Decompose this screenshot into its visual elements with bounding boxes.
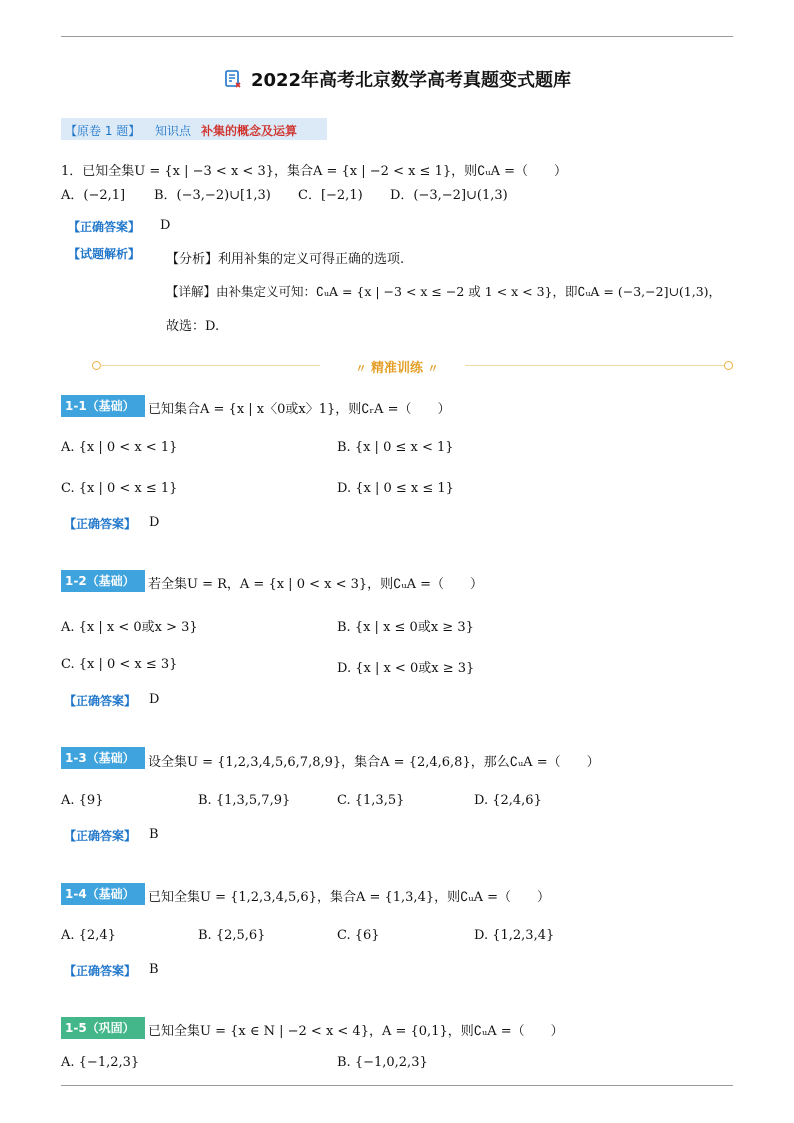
original-option-c: C．[−2,1) [298,188,363,203]
question-text: 若全集U = R，A = {x | 0 < x < 3}，则∁ᵤA =（ ） [148,577,484,592]
section-divider-right [465,365,725,366]
option-b: B. {−1,0,2,3} [337,1055,428,1070]
answer-label: 【正确答案】 [64,829,137,843]
option-c: C. {x | 0 < x ≤ 1} [61,481,178,496]
answer-label: 【正确答案】 [64,694,137,708]
option-a: A. {9} [61,793,104,808]
top-rule [61,36,733,37]
knowledge-point-label: 知识点 [155,124,192,138]
question-tag: 1-5（巩固） [61,1017,145,1039]
original-option-b: B．(−3,−2)∪[1,3) [154,188,271,203]
question-text: 设全集U = {1,2,3,4,5,6,7,8,9}，集合A = {2,4,6,8}，那么∁ᵤA =（ ） [148,755,600,770]
answer-value: D [149,692,160,707]
option-b: B. {x | 0 ≤ x < 1} [337,440,454,455]
answer-value: D [149,515,160,530]
answer-label: 【正确答案】 [64,964,137,978]
document-edit-icon [223,69,243,94]
page-title-text: 2022年高考北京数学高考真题变式题库 [250,70,572,91]
option-c: C. {6} [337,928,380,943]
option-a: A. {−1,2,3} [61,1055,140,1070]
analysis-line: 故选：D. [166,319,220,334]
original-question-text: 1．已知全集U = {x | −3 < x < 3}，集合A = {x | −2 < x ≤ 1}，则∁ᵤA =（ ） [61,164,567,179]
option-d: D. {x | 0 ≤ x ≤ 1} [337,481,454,496]
question-text: 已知全集U = {1,2,3,4,5,6}，集合A = {1,3,4}，则∁ᵤA =（ ） [148,890,550,905]
answer-value: B [149,827,159,842]
answer-label: 【正确答案】 [64,517,137,531]
original-option-d: D．(−3,−2]∪(1,3) [390,188,508,203]
section-title-text: 精准训练 [370,361,423,376]
option-a: A. {x | 0 < x < 1} [61,440,178,455]
option-c: C. {1,3,5} [337,793,405,808]
answer-value: B [149,962,159,977]
question-tag: 1-2（基础） [61,570,145,592]
analysis-line: 【详解】由补集定义可知：∁ᵤA = {x | −3 < x ≤ −2 或 1 < x < 3}，即∁ᵤA = (−3,−2]∪(1,3)， [166,284,722,299]
question-tag: 1-1（基础） [61,395,145,417]
option-a: A. {x | x < 0或x > 3} [61,620,198,635]
original-question-bar [61,118,327,140]
option-c: C. {x | 0 < x ≤ 3} [61,657,178,672]
original-answer-label: 【正确答案】 [68,220,141,234]
option-d: D. {x | x < 0或x ≥ 3} [337,661,475,676]
knowledge-point-value: 补集的概念及运算 [201,124,298,138]
page-title [0,66,794,94]
option-a: A. {2,4} [61,928,116,943]
question-text: 已知全集U = {x ∈ N | −2 < x < 4}，A = {0,1}，则∁ᵤA =（ ） [148,1024,564,1039]
question-tag: 1-4（基础） [61,883,145,905]
question-tag: 1-3（基础） [61,747,145,769]
option-d: D. {2,4,6} [474,793,542,808]
option-b: B. {1,3,5,7,9} [198,793,291,808]
analysis-label: 【试题解析】 [68,247,141,261]
section-title: 〃 精准训练 〃 [355,361,439,376]
divider-dot [724,361,733,370]
question-text: 已知集合A = {x | x〈0或x〉1}，则∁ᵣA =（ ） [148,402,451,417]
analysis-line: 【分析】利用补集的定义可得正确的选项. [166,252,405,267]
option-b: B. {2,5,6} [198,928,266,943]
original-question-tag: 【原卷 1 题】 [65,124,141,138]
bottom-rule [61,1085,733,1086]
original-answer-value: D [160,218,171,233]
original-option-a: A．(−2,1] [61,188,126,203]
option-d: D. {1,2,3,4} [474,928,555,943]
option-b: B. {x | x ≤ 0或x ≥ 3} [337,620,474,635]
